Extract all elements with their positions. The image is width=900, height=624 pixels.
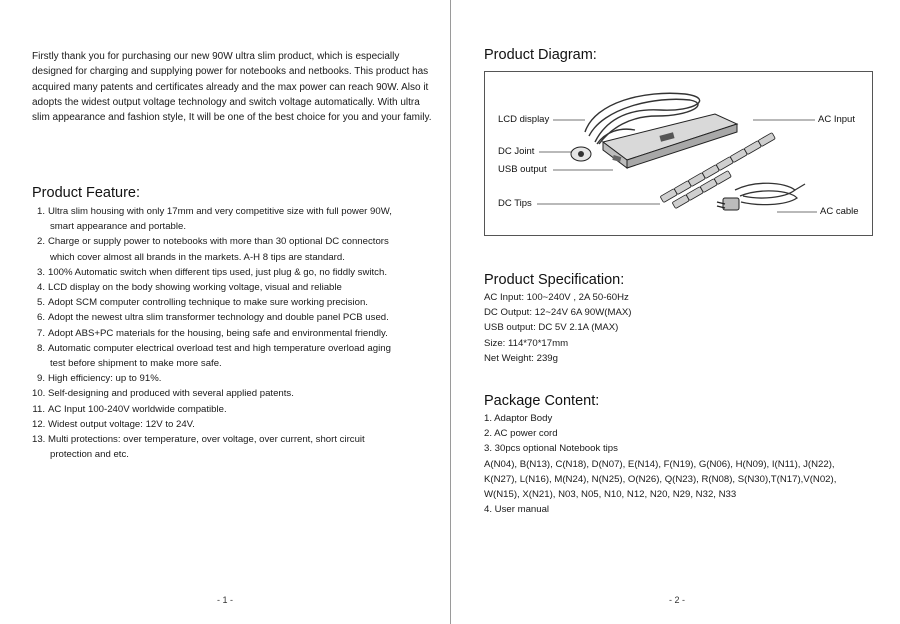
feature-item [32, 326, 432, 341]
package-item: 2. AC power cord [484, 428, 558, 440]
spec-item: USB output: DC 5V 2.1A (MAX) [484, 322, 619, 334]
label-dc-tips: DC Tips [498, 198, 532, 209]
feature-number: 6. [36, 312, 45, 324]
page-2 [451, 0, 900, 624]
feature-text [48, 341, 432, 371]
feature-line: protection and etc. [50, 449, 129, 461]
feature-number: 10. [32, 388, 46, 400]
feature-line: Adopt SCM computer controlling technique to make sure working precision. [48, 297, 368, 309]
feature-line: Multi protections: over temperature, over voltage, over current, short circuit [48, 434, 365, 446]
feature-number: 1. [36, 206, 45, 217]
feature-item [32, 386, 432, 401]
feature-text [48, 402, 432, 417]
feature-text [48, 417, 432, 432]
feature-number: 3. [36, 266, 45, 278]
feature-item [32, 371, 432, 386]
spec-item: Net Weight: 239g [484, 352, 558, 364]
feature-text [48, 265, 432, 280]
feature-number: 8. [36, 342, 45, 354]
feature-number: 13. [32, 434, 46, 446]
page-number-1: - 1 - [217, 595, 234, 605]
package-item: 3. 30pcs optional Notebook tips [484, 443, 618, 455]
product-diagram-heading: Product Diagram: [484, 47, 597, 63]
feature-text [48, 204, 432, 234]
feature-line: Adopt the newest ultra slim transformer technology and double panel PCB used. [48, 312, 389, 324]
feature-line: Widest output voltage: 12V to 24V. [48, 418, 195, 430]
feature-item [32, 234, 432, 264]
specification-list [484, 290, 884, 366]
ac-plug [717, 198, 739, 210]
feature-list [32, 204, 432, 462]
feature-number: 5. [36, 297, 45, 309]
feature-text [48, 295, 432, 310]
feature-line: Ultra slim housing with only 17mm and very competitive size with full power 90W, [48, 206, 392, 217]
package-content-heading: Package Content: [484, 393, 600, 409]
feature-line: AC Input 100-240V worldwide compatible. [48, 403, 227, 415]
spec-item: DC Output: 12~24V 6A 90W(MAX) [484, 307, 632, 319]
feature-item [32, 432, 432, 462]
feature-line: test before shipment to make more safe. [50, 358, 222, 370]
feature-text [48, 326, 432, 341]
package-item: A(N04), B(N13), C(N18), D(N07), E(N14), F(N19), G(N06), H(N09), I(N11), J(N22), [484, 458, 835, 470]
adapter-body [603, 114, 737, 168]
feature-line: High efficiency: up to 91%. [48, 373, 162, 385]
package-item: 4. User manual [484, 504, 550, 516]
feature-item [32, 310, 432, 325]
feature-line: Charge or supply power to notebooks with more than 30 optional DC connectors [48, 236, 389, 248]
label-usb-output: USB output [498, 164, 547, 175]
feature-number: 9. [36, 373, 45, 385]
feature-number: 7. [36, 327, 45, 339]
label-ac-input: AC Input [818, 114, 855, 125]
ac-cable-coil [735, 183, 805, 204]
label-ac-cable: AC cable [820, 206, 859, 217]
feature-number: 11. [32, 403, 45, 415]
feature-item [32, 280, 432, 295]
feature-line: 100% Automatic switch when different tips used, just plug & go, no fiddly switch. [48, 266, 387, 278]
feature-line: LCD display on the body showing working voltage, visual and reliable [48, 282, 342, 294]
label-dc-joint: DC Joint [498, 146, 535, 157]
feature-line: Adopt ABS+PC materials for the housing, being safe and environmental friendly. [48, 327, 388, 339]
page-number-2: - 2 - [669, 595, 686, 605]
product-diagram [484, 71, 873, 236]
feature-item [32, 204, 432, 234]
feature-text [48, 280, 432, 295]
feature-text [48, 234, 432, 264]
feature-line: which cover almost all brands in the markets. A-H 8 tips are standard. [50, 251, 345, 263]
feature-number: 4. [36, 282, 45, 294]
feature-text [48, 386, 432, 401]
spec-item: Size: 114*70*17mm [484, 337, 569, 349]
feature-item [32, 295, 432, 310]
feature-item [32, 341, 432, 371]
feature-item [32, 265, 432, 280]
product-feature-heading: Product Feature: [32, 185, 140, 201]
feature-item [32, 402, 432, 417]
feature-item [32, 417, 432, 432]
product-specification-heading: Product Specification: [484, 272, 625, 288]
feature-text [48, 371, 432, 386]
package-item: W(N15), X(N21), N03, N05, N10, N12, N20, N29, N32, N33 [484, 489, 737, 501]
label-lcd-display: LCD display [498, 114, 550, 125]
feature-text [48, 310, 432, 325]
feature-line: Self-designing and produced with several applied patents. [48, 388, 294, 400]
intro-paragraph: Firstly thank you for purchasing our new 90W ultra slim product, which is especially designed for charging and supplying power for notebooks and netbooks. This product has acquired many patents and certificates already and the max power can reach 90W. Also it adopts the widest output voltage technology and switch voltage automatically. With ultra slim appearance and fashion style, It will be one of the best choice for you and your family. [32, 51, 432, 124]
package-list [484, 411, 884, 517]
feature-text [48, 432, 432, 462]
feature-number: 12. [32, 418, 46, 430]
feature-line: Automatic computer electrical overload test and high temperature overload aging [48, 342, 391, 354]
adapter-illustration [485, 72, 872, 235]
feature-number: 2. [36, 236, 45, 248]
package-item: K(N27), L(N16), M(N24), N(N25), O(N26), Q(N23), R(N08), S(N30),T(N17),V(N02), [484, 473, 837, 485]
spec-item: AC Input: 100~240V , 2A 50-60Hz [484, 292, 629, 303]
package-item: 1. Adaptor Body [484, 413, 553, 424]
feature-line: smart appearance and portable. [50, 221, 186, 233]
